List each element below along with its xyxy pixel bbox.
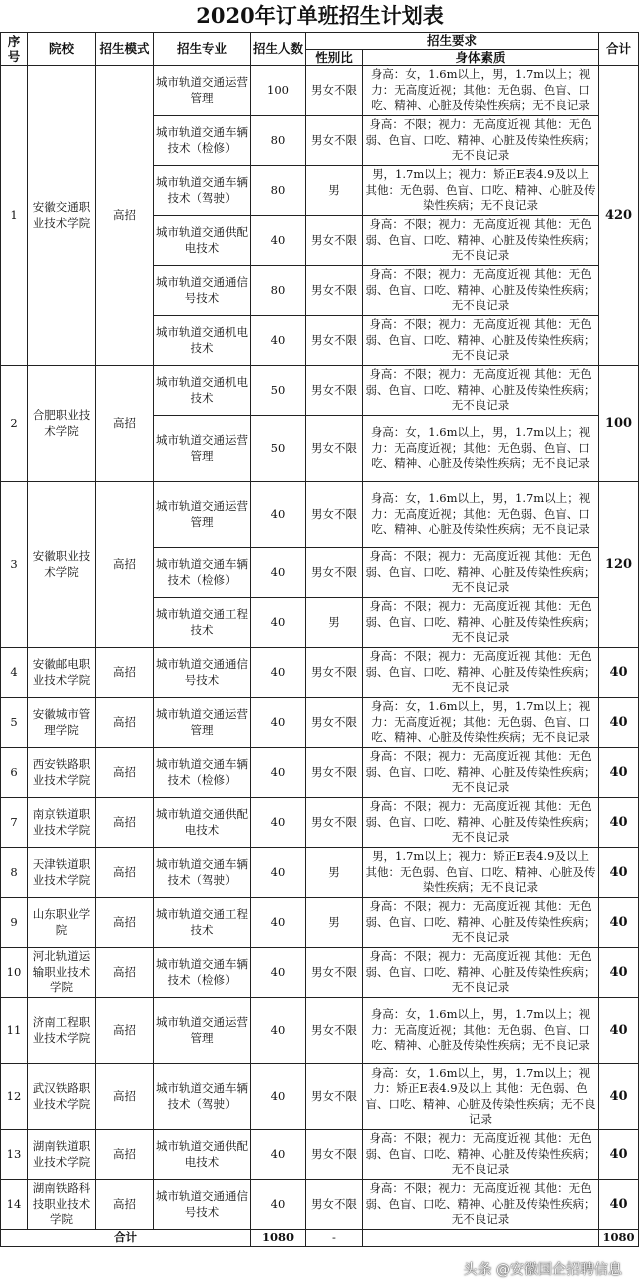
- gender-ratio: 男女不限: [306, 948, 363, 998]
- school-total: 40: [599, 648, 639, 698]
- row-index: 11: [1, 998, 28, 1064]
- gender-ratio: 男女不限: [306, 1064, 363, 1130]
- physical-requirement: 身高：不限；视力：无高度近视 其他：无色弱、色盲、口吃、精神、心脏及传染性疾病；无不良记录: [363, 598, 599, 648]
- major-name: 城市轨道交通供配电技术: [154, 1130, 251, 1180]
- enroll-mode: 高招: [96, 948, 154, 998]
- gender-ratio: 男女不限: [306, 316, 363, 366]
- table-row: [1, 848, 639, 898]
- enroll-count: 40: [251, 316, 306, 366]
- enroll-count: 40: [251, 998, 306, 1064]
- table-row: [1, 948, 639, 998]
- gender-ratio: 男女不限: [306, 1130, 363, 1180]
- table-body: [1, 66, 639, 1230]
- gender-ratio: 男女不限: [306, 116, 363, 166]
- row-index: 1: [1, 66, 28, 366]
- enroll-mode: 高招: [96, 1130, 154, 1180]
- physical-requirement: 身高：不限；视力：无高度近视 其他：无色弱、色盲、口吃、精神、心脏及传染性疾病；无不良记录: [363, 648, 599, 698]
- major-name: 城市轨道交通工程技术: [154, 898, 251, 948]
- row-index: 13: [1, 1130, 28, 1180]
- enroll-count: 40: [251, 898, 306, 948]
- table-row: [1, 748, 639, 798]
- row-index: 4: [1, 648, 28, 698]
- physical-requirement: 身高：不限；视力：无高度近视 其他：无色弱、色盲、口吃、精神、心脏及传染性疾病；无不良记录: [363, 1180, 599, 1230]
- school-total: 40: [599, 798, 639, 848]
- major-name: 城市轨道交通车辆技术（检修）: [154, 948, 251, 998]
- row-index: 5: [1, 698, 28, 748]
- gender-ratio: 男女不限: [306, 482, 363, 548]
- row-index: 3: [1, 482, 28, 648]
- enroll-mode: 高招: [96, 482, 154, 648]
- gender-ratio: 男女不限: [306, 1180, 363, 1230]
- major-name: 城市轨道交通通信号技术: [154, 648, 251, 698]
- gender-ratio: 男女不限: [306, 66, 363, 116]
- header-school: 院校: [28, 33, 96, 66]
- table-row: [1, 1130, 639, 1180]
- school-total: 120: [599, 482, 639, 648]
- enroll-count: 40: [251, 748, 306, 798]
- row-index: 7: [1, 798, 28, 848]
- enrollment-plan-table: [0, 32, 639, 1247]
- school-name: 安徽城市管理学院: [28, 698, 96, 748]
- physical-requirement: 身高：不限；视力：无高度近视 其他：无色弱、色盲、口吃、精神、心脏及传染性疾病；无不良记录: [363, 548, 599, 598]
- enroll-count: 40: [251, 216, 306, 266]
- school-name: 湖南铁道职业技术学院: [28, 1130, 96, 1180]
- enroll-count: 80: [251, 166, 306, 216]
- enroll-mode: 高招: [96, 998, 154, 1064]
- school-total: 40: [599, 898, 639, 948]
- school-name: 山东职业学院: [28, 898, 96, 948]
- gender-ratio: 男女不限: [306, 266, 363, 316]
- school-total: 40: [599, 998, 639, 1064]
- major-name: 城市轨道交通供配电技术: [154, 216, 251, 266]
- physical-requirement: 男，1.7m以上；视力：矫正E表4.9及以上 其他：无色弱、色盲、口吃、精神、心脏及传染性疾病；无不良记录: [363, 166, 599, 216]
- physical-requirement: 身高：不限；视力：无高度近视 其他：无色弱、色盲、口吃、精神、心脏及传染性疾病；无不良记录: [363, 1130, 599, 1180]
- table-row: [1, 898, 639, 948]
- gender-ratio: 男: [306, 166, 363, 216]
- gender-ratio: 男女不限: [306, 698, 363, 748]
- major-name: 城市轨道交通机电技术: [154, 366, 251, 416]
- school-total: 40: [599, 1130, 639, 1180]
- enroll-mode: 高招: [96, 898, 154, 948]
- enroll-count: 50: [251, 416, 306, 482]
- school-name: 天津铁道职业技术学院: [28, 848, 96, 898]
- physical-requirement: 身高：不限；视力：无高度近视 其他：无色弱、色盲、口吃、精神、心脏及传染性疾病；无不良记录: [363, 366, 599, 416]
- enroll-count: 40: [251, 598, 306, 648]
- enroll-mode: 高招: [96, 366, 154, 482]
- school-total: 40: [599, 848, 639, 898]
- school-name: 安徽邮电职业技术学院: [28, 648, 96, 698]
- physical-requirement: 身高：不限；视力：无高度近视 其他：无色弱、色盲、口吃、精神、心脏及传染性疾病；无不良记录: [363, 266, 599, 316]
- header-total: 合计: [599, 33, 639, 66]
- physical-requirement: 身高：不限；视力：无高度近视 其他：无色弱、色盲、口吃、精神、心脏及传染性疾病；无不良记录: [363, 898, 599, 948]
- enroll-count: 100: [251, 66, 306, 116]
- major-name: 城市轨道交通运营管理: [154, 416, 251, 482]
- table-row: [1, 1064, 639, 1130]
- school-name: 河北轨道运输职业技术学院: [28, 948, 96, 998]
- enroll-mode: 高招: [96, 648, 154, 698]
- major-name: 城市轨道交通运营管理: [154, 482, 251, 548]
- page-title: 2020年订单班招生计划表: [196, 3, 444, 28]
- footer-total: 1080: [599, 1230, 639, 1247]
- major-name: 城市轨道交通机电技术: [154, 316, 251, 366]
- major-name: 城市轨道交通通信号技术: [154, 266, 251, 316]
- footer-gender: -: [306, 1230, 363, 1247]
- gender-ratio: 男: [306, 848, 363, 898]
- enroll-mode: 高招: [96, 66, 154, 366]
- school-total: 100: [599, 366, 639, 482]
- header-gender: 性别比: [306, 49, 363, 66]
- enroll-count: 40: [251, 648, 306, 698]
- school-name: 安徽交通职业技术学院: [28, 66, 96, 366]
- row-index: 2: [1, 366, 28, 482]
- physical-requirement: 身高：不限；视力：无高度近视 其他：无色弱、色盲、口吃、精神、心脏及传染性疾病；无不良记录: [363, 948, 599, 998]
- gender-ratio: 男女不限: [306, 216, 363, 266]
- gender-ratio: 男女不限: [306, 748, 363, 798]
- row-index: 10: [1, 948, 28, 998]
- table-row: [1, 698, 639, 748]
- physical-requirement: 身高：不限；视力：无高度近视 其他：无色弱、色盲、口吃、精神、心脏及传染性疾病；无不良记录: [363, 798, 599, 848]
- table-row: [1, 66, 639, 116]
- enroll-count: 40: [251, 548, 306, 598]
- gender-ratio: 男女不限: [306, 416, 363, 482]
- footer-count: 1080: [251, 1230, 306, 1247]
- table-row: [1, 998, 639, 1064]
- physical-requirement: 身高：女，1.6m以上，男，1.7m以上；视力：无高度近视；其他：无色弱、色盲、口吃、精神、心脏及传染性疾病；无不良记录: [363, 66, 599, 116]
- major-name: 城市轨道交通车辆技术（驾驶）: [154, 166, 251, 216]
- header-major: 招生专业: [154, 33, 251, 66]
- header-index: 序号: [1, 33, 28, 66]
- enroll-mode: 高招: [96, 1064, 154, 1130]
- major-name: 城市轨道交通车辆技术（驾驶）: [154, 1064, 251, 1130]
- school-total: 40: [599, 698, 639, 748]
- major-name: 城市轨道交通车辆技术（检修）: [154, 548, 251, 598]
- row-index: 6: [1, 748, 28, 798]
- gender-ratio: 男女不限: [306, 366, 363, 416]
- table-row: [1, 648, 639, 698]
- school-total: 420: [599, 66, 639, 366]
- enroll-count: 40: [251, 1130, 306, 1180]
- physical-requirement: 身高：不限；视力：无高度近视 其他：无色弱、色盲、口吃、精神、心脏及传染性疾病；无不良记录: [363, 216, 599, 266]
- table-row: [1, 366, 639, 416]
- table-row: [1, 798, 639, 848]
- major-name: 城市轨道交通运营管理: [154, 998, 251, 1064]
- enroll-count: 40: [251, 1180, 306, 1230]
- gender-ratio: 男女不限: [306, 998, 363, 1064]
- header-requirements: 招生要求: [306, 33, 599, 50]
- enroll-count: 40: [251, 698, 306, 748]
- school-name: 济南工程职业技术学院: [28, 998, 96, 1064]
- school-total: 40: [599, 948, 639, 998]
- major-name: 城市轨道交通运营管理: [154, 698, 251, 748]
- header-count: 招生人数: [251, 33, 306, 66]
- major-name: 城市轨道交通运营管理: [154, 66, 251, 116]
- header-mode: 招生模式: [96, 33, 154, 66]
- enroll-count: 40: [251, 482, 306, 548]
- enroll-count: 40: [251, 848, 306, 898]
- enroll-count: 40: [251, 1064, 306, 1130]
- school-name: 西安铁路职业技术学院: [28, 748, 96, 798]
- gender-ratio: 男女不限: [306, 648, 363, 698]
- major-name: 城市轨道交通工程技术: [154, 598, 251, 648]
- gender-ratio: 男: [306, 598, 363, 648]
- enroll-mode: 高招: [96, 798, 154, 848]
- school-name: 南京铁道职业技术学院: [28, 798, 96, 848]
- table-row: [1, 1180, 639, 1230]
- header-physical: 身体素质: [363, 49, 599, 66]
- major-name: 城市轨道交通通信号技术: [154, 1180, 251, 1230]
- school-name: 安徽职业技术学院: [28, 482, 96, 648]
- major-name: 城市轨道交通车辆技术（驾驶）: [154, 848, 251, 898]
- enroll-mode: 高招: [96, 698, 154, 748]
- footer-empty: [363, 1230, 599, 1247]
- physical-requirement: 男，1.7m以上；视力：矫正E表4.9及以上 其他：无色弱、色盲、口吃、精神、心脏及传染性疾病；无不良记录: [363, 848, 599, 898]
- row-index: 14: [1, 1180, 28, 1230]
- physical-requirement: 身高：女，1.6m以上，男，1.7m以上；视力：无高度近视；其他：无色弱、色盲、口吃、精神、心脏及传染性疾病；无不良记录: [363, 998, 599, 1064]
- enroll-mode: 高招: [96, 848, 154, 898]
- physical-requirement: 身高：女，1.6m以上，男，1.7m以上；视力：无高度近视；其他：无色弱、色盲、口吃、精神、心脏及传染性疾病；无不良记录: [363, 416, 599, 482]
- school-name: 合肥职业技术学院: [28, 366, 96, 482]
- enroll-count: 80: [251, 116, 306, 166]
- row-index: 12: [1, 1064, 28, 1130]
- row-index: 9: [1, 898, 28, 948]
- gender-ratio: 男女不限: [306, 548, 363, 598]
- physical-requirement: 身高：女，1.6m以上，男，1.7m以上；视力：无高度近视；其他：无色弱、色盲、口吃、精神、心脏及传染性疾病；无不良记录: [363, 482, 599, 548]
- row-index: 8: [1, 848, 28, 898]
- school-total: 40: [599, 748, 639, 798]
- watermark: 头条 @安徽国企招聘信息: [463, 1262, 622, 1278]
- major-name: 城市轨道交通供配电技术: [154, 798, 251, 848]
- physical-requirement: 身高：不限；视力：无高度近视 其他：无色弱、色盲、口吃、精神、心脏及传染性疾病；无不良记录: [363, 116, 599, 166]
- school-name: 武汉铁路职业技术学院: [28, 1064, 96, 1130]
- physical-requirement: 身高：女，1.6m以上，男，1.7m以上；视力：无高度近视；其他：无色弱、色盲、口吃、精神、心脏及传染性疾病；无不良记录: [363, 698, 599, 748]
- school-total: 40: [599, 1064, 639, 1130]
- major-name: 城市轨道交通车辆技术（检修）: [154, 748, 251, 798]
- school-total: 40: [599, 1180, 639, 1230]
- enroll-count: 40: [251, 798, 306, 848]
- footer-label: 合计: [1, 1230, 251, 1247]
- enroll-count: 50: [251, 366, 306, 416]
- gender-ratio: 男女不限: [306, 798, 363, 848]
- enroll-count: 80: [251, 266, 306, 316]
- physical-requirement: 身高：不限；视力：无高度近视 其他：无色弱、色盲、口吃、精神、心脏及传染性疾病；无不良记录: [363, 748, 599, 798]
- school-name: 湖南铁路科技职业技术学院: [28, 1180, 96, 1230]
- enroll-mode: 高招: [96, 748, 154, 798]
- enroll-mode: 高招: [96, 1180, 154, 1230]
- physical-requirement: 身高：女，1.6m以上，男，1.7m以上；视力：矫正E表4.9及以上 其他：无色弱、色盲、口吃、精神、心脏及传染性疾病；无不良记录: [363, 1064, 599, 1130]
- physical-requirement: 身高：不限；视力：无高度近视 其他：无色弱、色盲、口吃、精神、心脏及传染性疾病；无不良记录: [363, 316, 599, 366]
- major-name: 城市轨道交通车辆技术（检修）: [154, 116, 251, 166]
- enroll-count: 40: [251, 948, 306, 998]
- table-row: [1, 482, 639, 548]
- gender-ratio: 男: [306, 898, 363, 948]
